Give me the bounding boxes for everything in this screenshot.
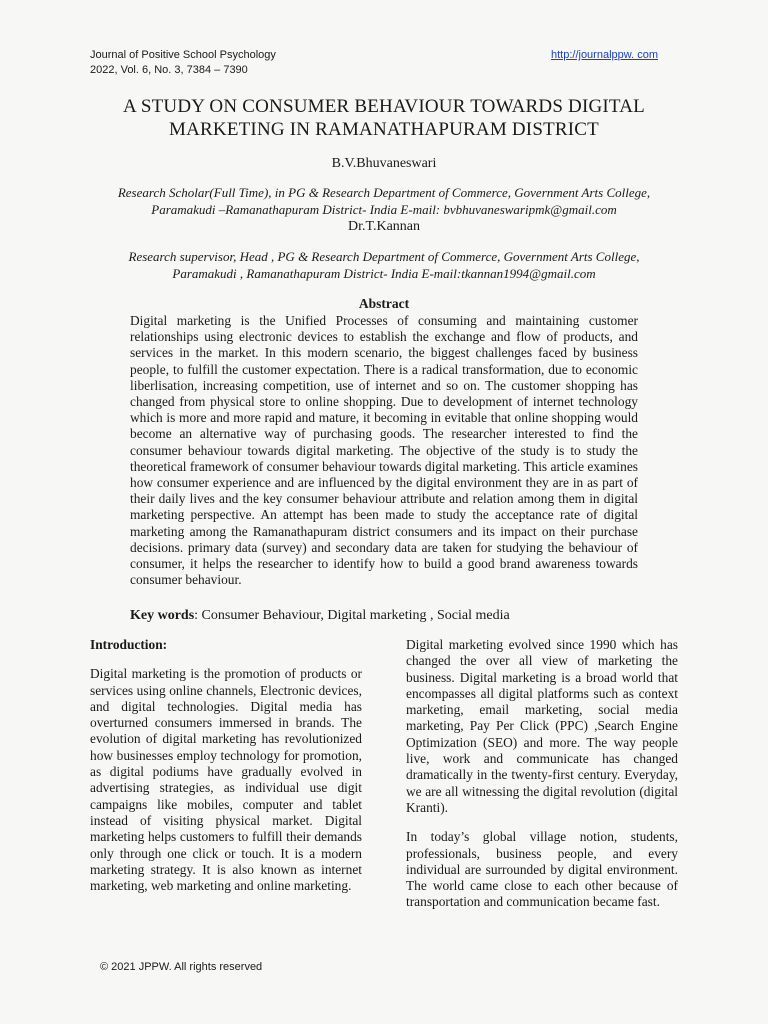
journal-url-link[interactable]: http://journalppw. com xyxy=(550,49,658,61)
abstract-heading: Abstract xyxy=(358,296,410,311)
title-line: MARKETING IN RAMANATHAPURAM DISTRICT xyxy=(169,119,599,140)
title-line: A STUDY ON CONSUMER BEHAVIOUR TOWARDS DIGITAL xyxy=(123,96,645,117)
journal-issue: 2022, Vol. 6, No. 3, 7384 – 7390 xyxy=(90,64,248,76)
paragraph: Digital marketing evolved since 1990 which has changed the over all view of marketing the business. Digital marketing is a broad world that encompasses all digital platforms such as context marketing, email marketing, social media marketing, Pay Per Click (PPC) ,Search Engine Optimization (SEO) and more. The way people live, work and communicate has changed dramatically in the twenty-first century. Everyday, we are all witnessing the digital revolution (digital Kranti). xyxy=(406,637,678,815)
affiliation-line: Paramakudi , Ramanathapuram District- India E-mail:tkannan1994@gmail.com xyxy=(172,266,596,281)
abstract-body: Digital marketing is the Unified Processes of consuming and maintaining customer relationships using electronic devices to establish the exchange and flow of products, and services in the market. In this modern scenario, the biggest challenges faced by business people, to fulfill the customer expectation. There is a radical transformation, due to economic liberlisation, increasing competition, use of internet and so on. The customer shopping has changed from physical store to online shopping. Due to development of internet technology which is more and more rapid and mature, it becoming in evitable that online shopping would become an alternative way of purchasing goods. The researcher interested to find the consumer behaviour towards digital marketing. The objective of the study is to study the theoretical framework of consumer behaviour towards digital marketing. This article examines how consumer experience and are influenced by the digital environment they are in as part of their daily lives and the key consumer behaviour attribute and relation among them in digital marketing perspective. An attempt has been made to study the acceptance rate of digital marketing among the Ramanathapuram district consumers and its impact on their purchase decisions. primary data (survey) and secondary data are taken for studying the behaviour of consumer, it helps the researcher to identify how to build a good brand awareness towards consumer behaviour. xyxy=(130,313,638,588)
author-name: Dr.T.Kannan xyxy=(347,219,421,234)
journal-name: Journal of Positive School Psychology xyxy=(90,49,276,61)
affiliation-line: Paramakudi –Ramanathapuram District- India E-mail: bvbhuvaneswaripmk@gmail.com xyxy=(151,202,617,217)
section-heading-introduction: Introduction: xyxy=(90,637,168,652)
author-name: B.V.Bhuvaneswari xyxy=(331,156,437,171)
keywords-label: Key words xyxy=(130,608,195,623)
copyright-footer: © 2021 JPPW. All rights reserved xyxy=(100,961,263,973)
keywords xyxy=(130,608,510,624)
paragraph: In today’s global village notion, students, professionals, business people, and every individual are surrounded by digital environment. The world came close to each other because of transportation and communication became fast. xyxy=(406,829,678,910)
keywords-text: : Consumer Behaviour, Digital marketing , Social media xyxy=(194,608,510,623)
right-column xyxy=(406,637,678,911)
author-affiliation xyxy=(60,248,708,282)
paragraph: Digital marketing is the promotion of products or services using online channels, Electronic devices, and digital technologies. Digital media has overturned consumers immersed in brands. The evolution of digital marketing has revolutionized how businesses employ technology for promotion, as digital podiums have gradually evolved in advertising strategies, as individual use digit campaigns like mobiles, computer and tablet instead of visiting physical market. Digital marketing helps customers to fulfill their demands only through one click or touch. It is a modern marketing strategy. It is also known as internet marketing, web marketing and online marketing. xyxy=(90,666,362,894)
affiliation-line: Research Scholar(Full Time), in PG & Research Department of Commerce, Government Arts College, xyxy=(117,185,651,200)
left-column xyxy=(90,637,362,894)
journal-header xyxy=(90,48,660,78)
affiliation-line: Research supervisor, Head , PG & Research Department of Commerce, Government Arts College, xyxy=(128,249,640,264)
author-affiliation xyxy=(60,184,708,218)
paper-title xyxy=(60,95,708,141)
